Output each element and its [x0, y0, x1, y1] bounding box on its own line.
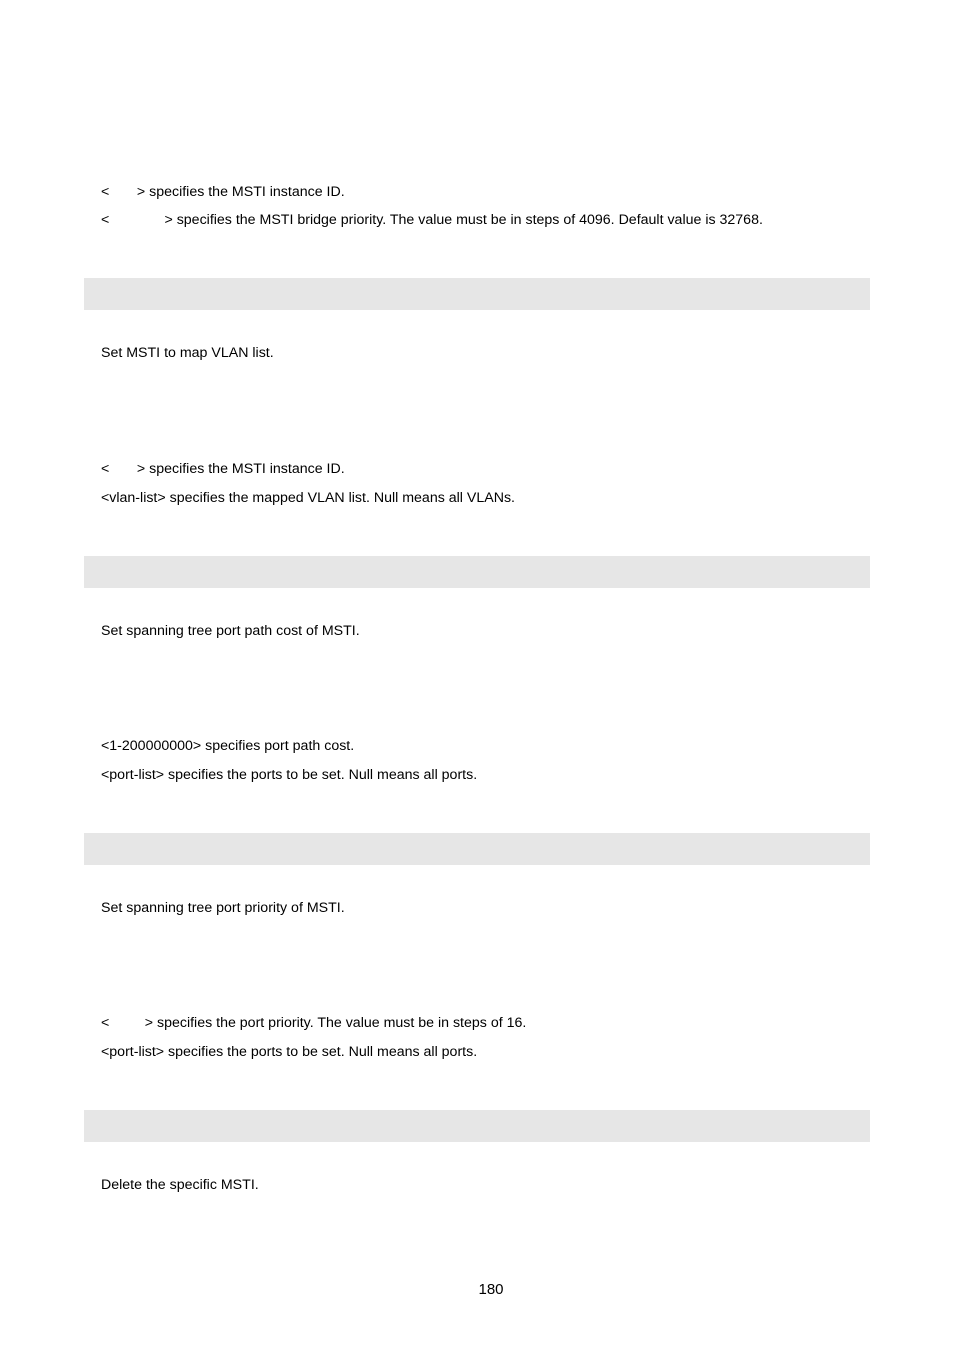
section-header-bar [84, 278, 870, 310]
page-number: 180 [478, 1281, 504, 1298]
param-vlan-list: <vlan-list> specifies the mapped VLAN list. Null means all VLANs. [101, 490, 515, 506]
param-port-list: <port-list> specifies the ports to be set. Null means all ports. [101, 767, 478, 783]
section-header-bar [84, 1110, 870, 1142]
param-path-cost: <1-200000000> specifies port path cost. [101, 738, 355, 754]
description-port-priority: Set spanning tree port priority of MSTI. [101, 900, 345, 916]
param-port-list: <port-list> specifies the ports to be set. Null means all ports. [101, 1044, 478, 1060]
section-header-bar [84, 556, 870, 588]
description-port-path-cost: Set spanning tree port path cost of MSTI. [101, 623, 360, 639]
section-header-bar [84, 833, 870, 865]
param-port-priority: < > specifies the port priority. The value must be in steps of 16. [101, 1015, 527, 1031]
param-bridge-priority: < > specifies the MSTI bridge priority. The value must be in steps of 4096. Default value is 32768. [101, 212, 763, 228]
param-msti-id: < > specifies the MSTI instance ID. [101, 184, 345, 200]
description-map-vlan: Set MSTI to map VLAN list. [101, 345, 274, 361]
description-delete-msti: Delete the specific MSTI. [101, 1177, 259, 1193]
param-msti-id: < > specifies the MSTI instance ID. [101, 461, 345, 477]
